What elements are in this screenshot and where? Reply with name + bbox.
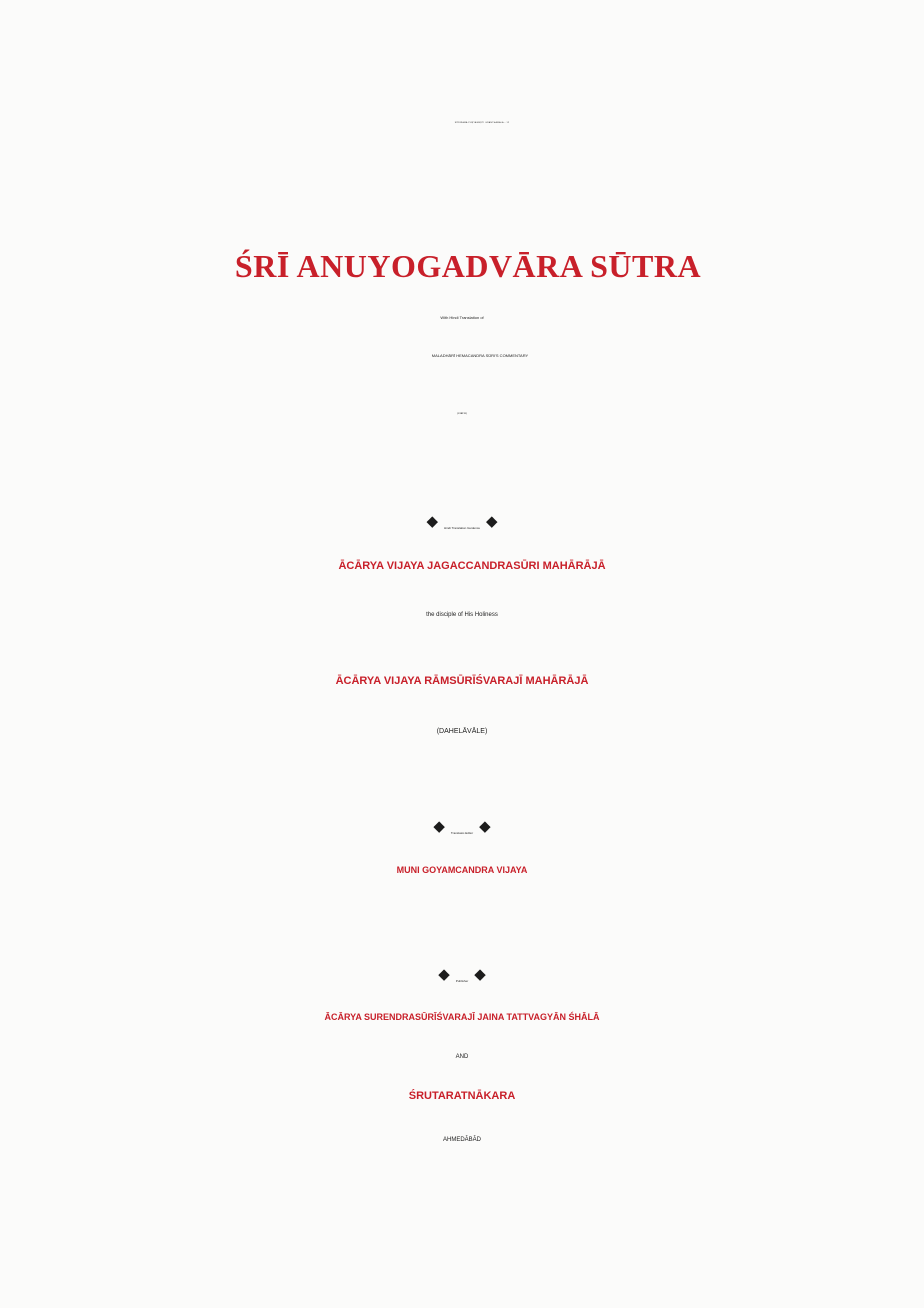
publisher-conjunction: AND (455, 1054, 469, 1060)
publisher-name-1: ĀCĀRYA SURENDRASŪRĪŚVARAJĪ JAINA TATTVAGYĀN ŚHĀLĀ (324, 1012, 600, 1022)
diamond-icon: ◆ (433, 818, 445, 835)
subtitle-line-1: With Hindi Translation of (440, 315, 484, 320)
diamond-icon: ◆ (486, 513, 498, 530)
diamond-icon: ◆ (474, 966, 486, 983)
guidance-name: ĀCĀRYA VIJAYA JAGACCANDRASŪRI MAHĀRĀJĀ (338, 560, 606, 572)
translator-name: MUNI GOYAMCANDRA VIJAYA (396, 865, 528, 875)
part-number: [ PART II ] (457, 413, 467, 415)
guidance-label: Hindi Translation Guidence (443, 526, 481, 530)
guidance-relation: the disciple of His Holiness (426, 612, 498, 618)
subtitle-line-2: MALADHĀRĪ HEMACANDRA SŪRI'S COMMENTARY (431, 353, 529, 358)
publisher-city: AHMEDĀBĀD (442, 1137, 481, 1143)
guidance-heading (0, 512, 924, 530)
book-title: ŚRĪ ANUYOGADVĀRA SŪTRA (234, 248, 702, 284)
diamond-icon: ◆ (438, 966, 450, 983)
publisher-name-2: ŚRUTARATNĀKARA (408, 1090, 516, 1102)
series-name: SŪRIRĀMA PUṆYASMṚTI GRANTHAMĀLĀ - 12 (454, 122, 510, 124)
publisher-heading (0, 965, 924, 983)
diamond-icon: ◆ (479, 818, 491, 835)
diamond-icon: ◆ (426, 513, 438, 530)
publisher-label: Publisher (455, 979, 469, 983)
translator-label: Translator-Editor (450, 831, 474, 835)
guru-name: ĀCĀRYA VIJAYA RĀMSŪRĪŚVARAJĪ MAHĀRĀJĀ (335, 675, 589, 687)
guru-place: (DAHELĀVĀLE) (436, 728, 488, 735)
translator-heading (0, 817, 924, 835)
